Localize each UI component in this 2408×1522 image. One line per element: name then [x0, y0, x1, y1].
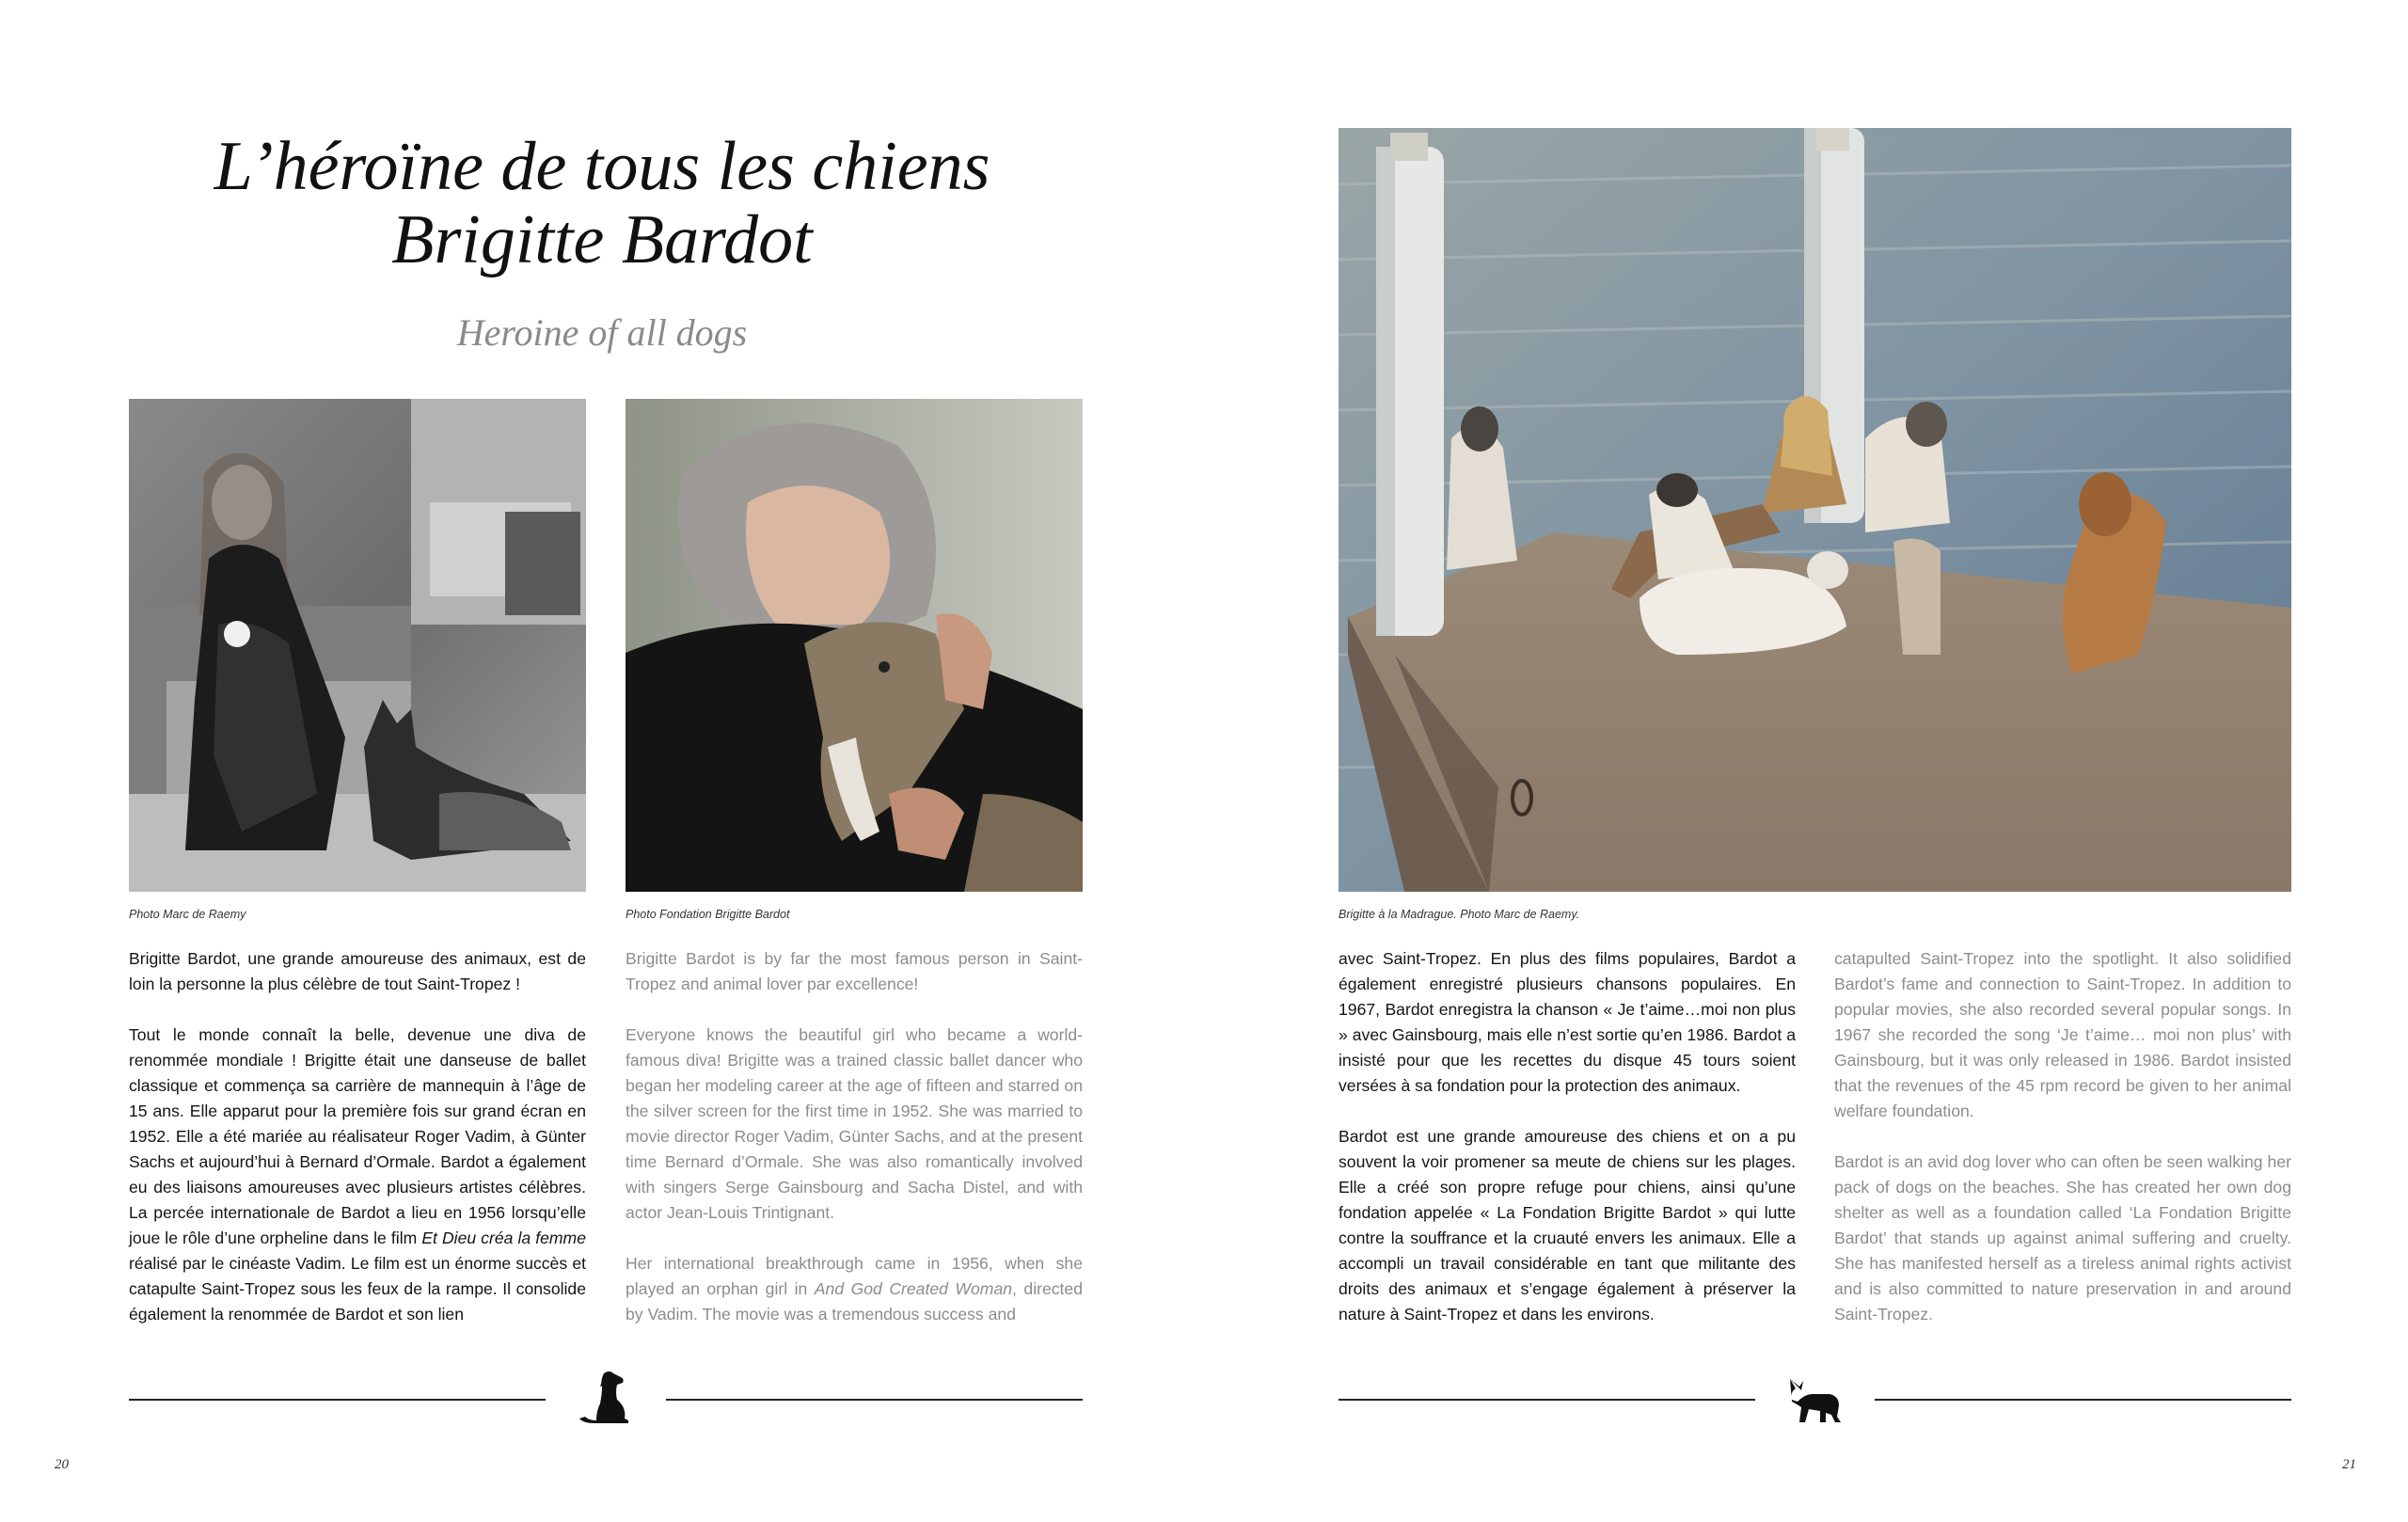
- photo-bardot-with-greyhound: [626, 399, 1083, 892]
- paragraph: [129, 1023, 586, 1327]
- paragraph: Bardot est une grande amoureuse des chiens et on a pu souvent la voir promener sa meute de chiens sur les plages. Elle a créé son propre refuge pour chiens, ainsi qu’une fondation appelée « La Fondation Brigitte Bardot » qui lutte contre la souffrance et la cruauté envers les animaux. Elle a accompli un travail considérable en tant que militante des droits des animaux et s’engage également à préserver la nature à Saint-Tropez et dans les environs.: [1339, 1127, 1796, 1324]
- page-number-left: 20: [55, 1457, 69, 1472]
- paragraph-text: Tout le monde connaît la belle, devenue une diva de renommée mondiale ! Brigitte était une danseuse de ballet classique et commença sa carrière de mannequin à l’âge de 15 ans. Elle apparut pour la première fois sur grand écran en 1952. Elle a été mariée au réalisateur Roger Vadim, à Günter Sachs et aujourd’hui à Bernard d’Ormale. Bardot a également eu des liaisons amoureuses avec plusieurs artistes célèbres. La percée internationale de Bardot a lieu en 1956 lorsqu’elle joue le rôle d’une orpheline dans le film: [129, 1025, 586, 1247]
- paragraph: Bardot is an avid dog lover who can often be seen walking her pack of dogs on the beaches. She has created her own dog shelter as well as a foundation called ‘La Fondation Brigitte Bardot’ that stands up against animal suffering and cruelty. She has manifested herself as a tireless animal rights activist and is also committed to nature preservation in and around Saint-Tropez.: [1834, 1152, 2291, 1324]
- title-line-2: Brigitte Bardot: [391, 201, 813, 278]
- page-subtitle: Heroine of all dogs: [456, 311, 748, 354]
- divider-line: [1875, 1399, 2291, 1401]
- paragraph: Everyone knows the beautiful girl who became a world-famous diva! Brigitte was a trained classic ballet dancer who began her modeling career at the age of fifteen and starred on the silver screen for the first time in 1952. She was married to movie director Roger Vadim, Günter Sachs, and at the present time Bernard d’Ormale. She was also romantically involved with singers Serge Gainsbourg and Sacha Distel, and with actor Jean-Louis Trintignant.: [626, 1025, 1083, 1222]
- photo1-caption: Photo Marc de Raemy: [129, 908, 246, 921]
- photo-bardot-on-pier-with-dogs: [1339, 128, 2291, 892]
- paragraph: catapulted Saint-Tropez into the spotlight. It also solidified Bardot’s fame and connection to Saint-Tropez. In addition to popular movies, she also recorded several popular songs. In 1967 she recorded the song ‘Je t’aime… moi non plus’ with Gainsbourg, but it was only released in 1986. Bardot insisted that the revenues of the 45 rpm record be given to her animal welfare foundation.: [1834, 949, 2291, 1120]
- text-column-fr-right: [1339, 946, 1796, 1353]
- page-title: [129, 130, 1075, 277]
- text-column-en-left: [626, 946, 1083, 1353]
- text-column-fr-left: [129, 946, 586, 1353]
- paragraph: [626, 1251, 1083, 1327]
- sitting-dog-icon: [576, 1370, 634, 1424]
- paragraph-text: , directed by Vadim. The movie was a tremendous success and: [626, 1279, 1083, 1324]
- divider-line: [666, 1399, 1083, 1401]
- paragraph: Brigitte Bardot, une grande amoureuse des animaux, est de loin la personne la plus célèbre de tout Saint-Tropez !: [129, 949, 586, 993]
- photo-bardot-with-dog-bw: [129, 399, 586, 892]
- paragraph-text: réalisé par le cinéaste Vadim. Le film est un énorme succès et catapulte Saint-Tropez sous les feux de la rampe. Il consolide également la renommée de Bardot et son lien: [129, 1254, 586, 1324]
- title-line-1: L’héroïne de tous les chiens: [214, 128, 990, 205]
- paragraph: Brigitte Bardot is by far the most famous person in Saint-Tropez and animal lover par excellence!: [626, 949, 1083, 993]
- paragraph: avec Saint-Tropez. En plus des films populaires, Bardot a également enregistré plusieurs chansons populaires. En 1967, Bardot enregistra la chanson « Je t’aime…moi non plus » avec Gainsbourg, mais elle n’est sortie qu’en 1986. Bardot a insisté pour que les recettes du disque 45 tours soient versées à sa fondation pour la protection des animaux.: [1339, 949, 1796, 1095]
- text-column-en-right: [1834, 946, 2291, 1353]
- photo3-caption: Brigitte à la Madrague. Photo Marc de Raemy.: [1339, 908, 1580, 921]
- page-number-right: 21: [2342, 1457, 2356, 1472]
- french-bulldog-icon: [1784, 1375, 1845, 1424]
- film-title: And God Created Woman: [814, 1279, 1013, 1298]
- divider-line: [1339, 1399, 1755, 1401]
- photo2-caption: Photo Fondation Brigitte Bardot: [626, 908, 790, 921]
- paragraph-text: Her international breakthrough came in 1956, when she played an orphan girl in: [626, 1254, 1083, 1298]
- divider-line: [129, 1399, 546, 1401]
- film-title: Et Dieu créa la femme: [421, 1229, 586, 1247]
